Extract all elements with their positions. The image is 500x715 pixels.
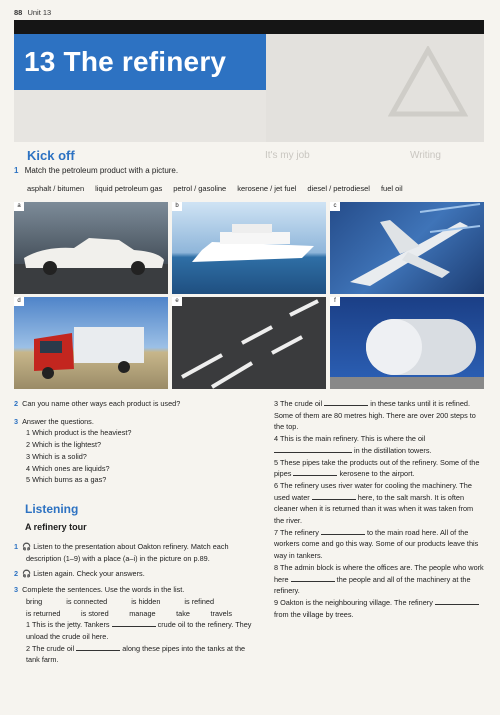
photo-storage-tank: [330, 297, 484, 389]
right-column-sentences: [262, 398, 484, 620]
photo-label: a: [14, 202, 24, 211]
road-markings-illustration: [172, 297, 326, 389]
photo-ship: [172, 202, 326, 294]
word-bank-item: petrol / gasoline: [173, 184, 227, 193]
sentence-item: 9 Oakton is the neighbouring village. The refinery from the village by trees.: [262, 597, 484, 620]
sentence-item: 4 This is the main refinery. This is where the oil in the distillation towers.: [274, 434, 432, 455]
photo-label: e: [172, 297, 182, 306]
listening-exercises: [14, 541, 254, 666]
top-bar: [14, 20, 484, 34]
photo-airplane: [330, 202, 484, 294]
answer-blank[interactable]: [291, 574, 335, 582]
exercise-2: 2 Can you name other ways each product is used?: [14, 399, 181, 408]
sentence-item: 5 These pipes take the products out of the refinery. Some of the pipes kerosene to the airport.: [274, 457, 480, 479]
word-bank-item: liquid petroleum gas: [95, 184, 163, 193]
airplane-illustration: [330, 202, 484, 294]
photo-label: c: [330, 202, 340, 211]
faded-background-text: Writing: [410, 150, 441, 161]
photo-label: f: [330, 297, 340, 306]
question-item: 4 Which ones are liquids?: [26, 463, 110, 473]
answer-blank[interactable]: [324, 398, 368, 406]
photo-label: d: [14, 297, 24, 306]
subheading-refinery-tour: A refinery tour: [25, 522, 87, 532]
section-kick-off: Kick off: [27, 148, 75, 163]
running-header: [14, 8, 51, 17]
sentence-item: 1 This is the jetty. Tankers crude oil to the refinery. They unload the crude oil here.: [26, 620, 252, 641]
word-bank-item: fuel oil: [380, 184, 403, 193]
answer-blank[interactable]: [112, 619, 156, 627]
question-item: 1 Which product is the heaviest?: [26, 428, 132, 438]
header-background-lower: [14, 90, 266, 142]
word-bank-item: kerosene / jet fuel: [237, 184, 297, 193]
answer-blank[interactable]: [293, 468, 337, 476]
answer-blank[interactable]: [435, 597, 479, 605]
storage-tank-illustration: [330, 297, 484, 389]
listening-exercise-2: 2 🎧 Listen again. Check your answers.: [14, 569, 145, 579]
verb-bank-row: is returned is stored manage take travels: [26, 608, 232, 618]
sentence-item: 7 The refinery to the main road here. All of the workers come and go this way. Some of our products leave this way in tankers.: [274, 527, 479, 561]
exercise-3: 3 Answer the questions.: [14, 416, 94, 426]
ship-illustration: [172, 202, 326, 294]
listening-exercise-3: 3 Complete the sentences. Use the words in the list.: [14, 585, 185, 595]
sentence-item: 2 The crude oil along these pipes into the tanks at the tank farm.: [26, 643, 246, 665]
section-listening: Listening: [25, 502, 79, 516]
answer-blank[interactable]: [312, 492, 356, 500]
sentence-item: 8 The admin block is where the offices are. The people who work here the people and all of the machinery at the refinery.: [274, 562, 484, 596]
verb-bank-row: bring is connected is hidden is refined: [26, 596, 214, 606]
question-item: 2 Which is the lightest?: [26, 440, 102, 450]
unit-title: 13 The refinery: [14, 34, 266, 90]
listening-exercise-1: 1 🎧 Listen to the presentation about Oakton refinery. Match each description (1–9) with a place (a–i) in the picture on p.89.: [14, 542, 229, 563]
answer-blank[interactable]: [274, 445, 352, 453]
word-bank: [27, 184, 403, 193]
answer-blank[interactable]: [321, 527, 365, 535]
photo-label: b: [172, 202, 182, 211]
photo-car: [14, 202, 168, 294]
warning-triangle-icon: [388, 46, 468, 118]
question-item: 3 Which is a solid?: [26, 451, 87, 461]
photo-truck: [14, 297, 168, 389]
sentence-item: 3 The crude oil in these tanks until it is refined. Some of them are 80 metres high. There are over 200 steps to the top.: [274, 399, 476, 432]
faded-background-text: It's my job: [265, 150, 310, 161]
left-column-exercises: [14, 398, 254, 486]
headphones-icon[interactable]: 🎧: [22, 542, 34, 551]
word-bank-item: asphalt / bitumen: [27, 184, 85, 193]
answer-blank[interactable]: [76, 643, 120, 651]
unit-label: Unit 13: [27, 8, 52, 17]
photo-road: [172, 297, 326, 389]
truck-illustration: [14, 297, 168, 389]
question-item: 5 Which burns as a gas?: [26, 475, 107, 485]
exercise-1: 1 Match the petroleum product with a picture.: [14, 166, 179, 175]
word-bank-item: diesel / petrodiesel: [307, 184, 370, 193]
sentence-item: 6 The refinery uses river water for cooling the machinery. The used water here, to the salt marsh. It is often cleaner when it is returned than it was when it was taken from the river.: [274, 480, 474, 526]
car-illustration: [14, 202, 168, 294]
page-number: 88: [14, 8, 23, 17]
headphones-icon[interactable]: 🎧: [22, 569, 34, 579]
